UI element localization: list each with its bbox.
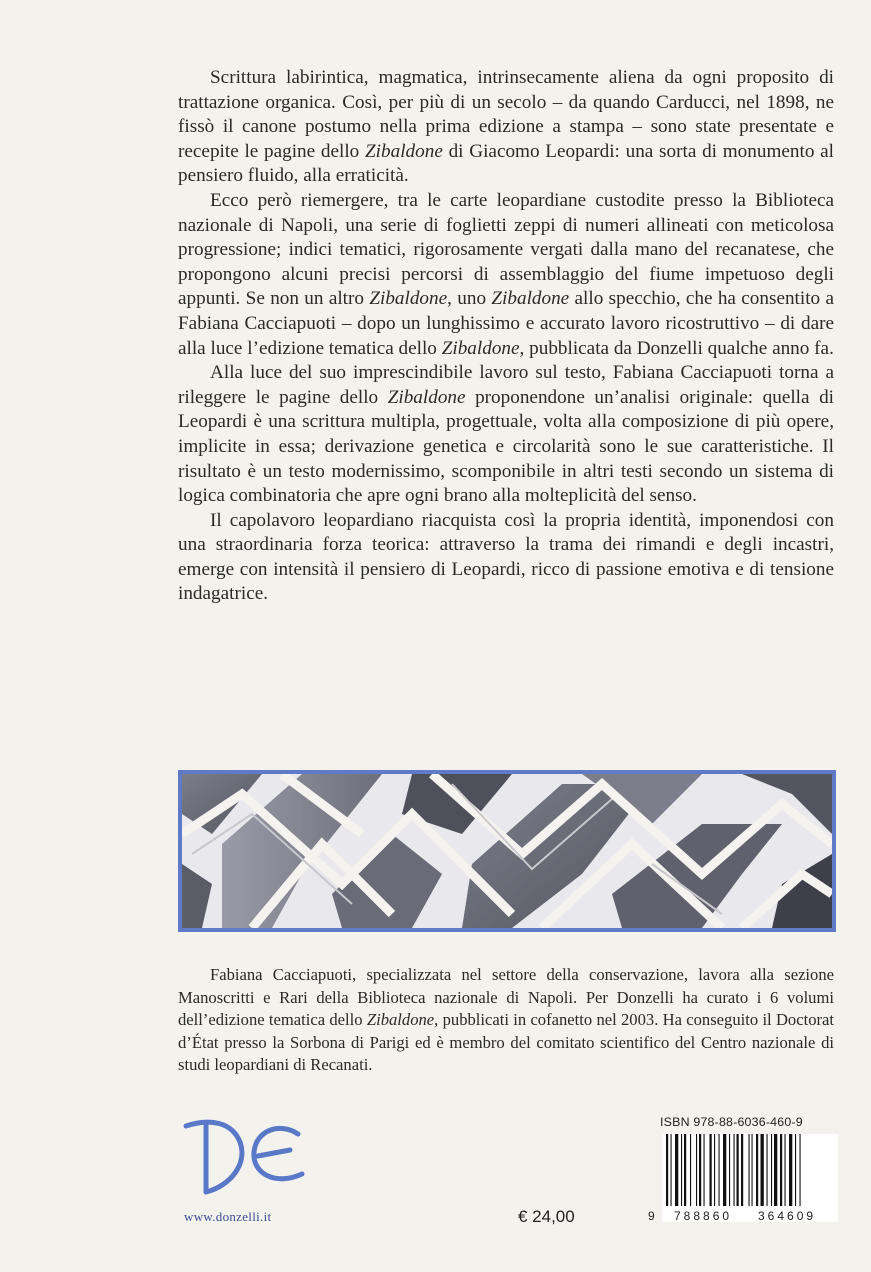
isbn-label: ISBN 978-88-6036-460-9 — [660, 1115, 803, 1129]
marble-inlay-pattern-icon — [182, 774, 832, 928]
barcode-digits-right: 364609 — [758, 1209, 817, 1223]
blurb-paragraph-3: Alla luce del suo imprescindibile lavoro sul testo, Fabiana Cacciapuoti torna a rileggere le pagine dello Zibaldone proponendone un’analisi originale: quella di Leopardi è una scrittura multipla, progettuale, volta alla composizione di più opere, implicite in essa; derivazione genetica e circolarità sono le sue caratteristiche. Il risultato è un testo modernissimo, scomponibile in altri testi secondo un sistema di logica combinatoria che apre ogni brano alla molteplicità del senso. — [178, 362, 834, 507]
publisher-website: www.donzelli.it — [184, 1209, 272, 1224]
back-cover-blurb — [178, 66, 834, 607]
blurb-paragraph-4: Il capolavoro leopardiano riacquista così la propria identità, imponendosi con una straordinaria forza teorica: attraverso la trama dei rimandi e degli incastri, emerge con intensità il pensiero di Leopardi, ricco di passione emotiva e di tensione indagatrice. — [178, 509, 834, 605]
author-bio-text: Fabiana Cacciapuoti, specializzata nel settore della conservazione, lavora alla sezione Manoscritti e Rari della Biblioteca nazionale di Napoli. Per Donzelli ha curato i 6 volumi dell’edizione tematica dello Zibaldone, pubblicati in cofanetto nel 2003. Ha conseguito il Doctorat d’État presso la Sorbona di Parigi ed è membro del comitato scientifico del Centro nazionale di studi leopardiani di Recanati. — [178, 965, 834, 1075]
blurb-paragraph-1: Scrittura labirintica, magmatica, intrinsecamente aliena da ogni proposito di trattazione organica. Così, per più di un secolo – da quando Carducci, nel 1898, ne fissò il canone postumo nella prima edizione a stampa – sono state presentate e recepite le pagine dello Zibaldone di Giacomo Leopardi: una sorta di monumento al pensiero fluido, alla erraticità. — [178, 67, 834, 187]
blurb-paragraph-2: Ecco però riemergere, tra le carte leopardiane custodite presso la Biblioteca nazionale di Napoli, una serie di foglietti zeppi di numeri allineati con meticolosa progressione; indici tematici, rigorosamente vergati dalla mano del recanatese, che propongono alcuni precisi percorsi di assemblaggio del fiume impetuoso degli appunti. Se non un altro Zibaldone, uno Zibaldone allo specchio, che ha consentito a Fabiana Cacciapuoti – dopo un lunghissimo e accurato lavoro ricostruttivo – di dare alla luce l’edizione tematica dello Zibaldone, pubblicata da Donzelli qualche anno fa. — [178, 189, 834, 359]
author-bio — [178, 964, 834, 1077]
barcode-digits-left: 788860 — [674, 1209, 733, 1223]
barcode-digit-lead: 9 — [648, 1209, 655, 1223]
marble-inlay-image — [178, 770, 836, 932]
price-label: € 24,00 — [518, 1207, 575, 1226]
donzelli-logo-icon — [180, 1112, 310, 1202]
